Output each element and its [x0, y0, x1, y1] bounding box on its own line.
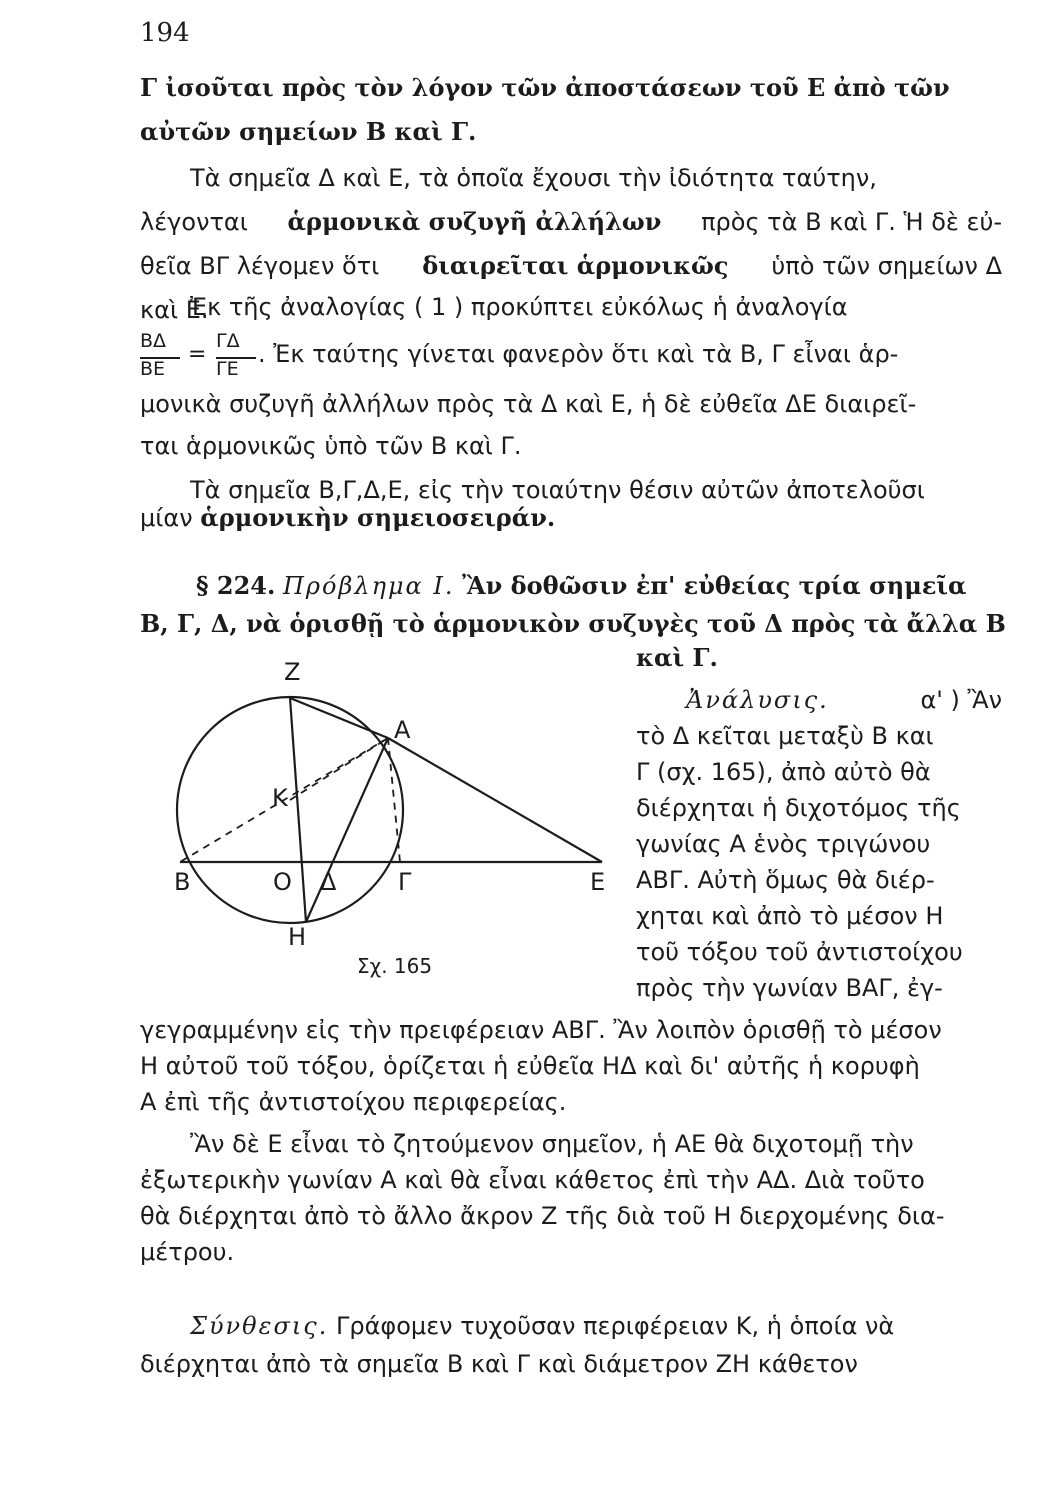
- analysis-line1: [686, 682, 1002, 718]
- line-ae: [388, 738, 602, 862]
- analysis-line4: διέρχηται ἡ διχοτόμος τῆς: [636, 794, 961, 822]
- para2-line2: [140, 204, 1002, 240]
- label-h: H: [288, 923, 307, 950]
- para2-line4: καὶ Ε.: [140, 296, 209, 324]
- para2-line3: [140, 248, 1002, 284]
- section-number: § 224.: [196, 571, 276, 600]
- figure-165: [160, 660, 630, 950]
- problem-line3: καὶ Γ.: [636, 643, 718, 672]
- analysis-wide-line3: Α ἐπὶ τῆς ἀντιστοίχου περιφερείας.: [140, 1088, 567, 1116]
- analysis-line7: χηται καὶ ἀπὸ τὸ μέσον Η: [636, 902, 944, 930]
- label-a: A: [394, 716, 411, 744]
- problem-line1: [196, 568, 1002, 604]
- para5-line1: Ἂν δὲ Ε εἶναι τὸ ζητούμενον σημεῖον, ἡ ΑΕ θὰ διχοτομῇ τὴν: [190, 1130, 914, 1158]
- problem-text1: Ἂν δοθῶσιν ἐπ' εὐθείας τρία σημεῖα: [462, 571, 967, 600]
- analysis-line3: Γ (σχ. 165), ἀπὸ αὐτὸ θὰ: [636, 758, 931, 786]
- synthesis-line1: [190, 1308, 1002, 1344]
- synthesis-title: Σύνθεσις.: [190, 1312, 329, 1340]
- line-ah: [306, 738, 388, 922]
- geometry-diagram: [160, 660, 630, 950]
- analysis-wide-line2: Η αὐτοῦ τοῦ τόξου, ὁρίζεται ἡ εὐθεῖα ΗΔ καὶ δι' αὐτῆς ἡ κορυφὴ: [140, 1052, 920, 1080]
- analysis-line9: πρὸς τὴν γωνίαν ΒΑΓ, ἐγ-: [636, 974, 943, 1002]
- para2-line2-c: πρὸς τὰ Β καὶ Γ. Ἡ δὲ εὐ-: [701, 208, 1002, 236]
- frac-numerator-2: ΓΔ: [216, 330, 240, 352]
- frac-denominator-2: ΓΕ: [216, 358, 239, 380]
- para2-line3-c: ὑπὸ τῶν σημείων Δ: [771, 252, 1002, 280]
- analysis-line8: τοῦ τόξου τοῦ ἀντιστοίχου: [636, 938, 963, 966]
- analysis-wide-line1: γεγραμμένην εἰς τὴν πρειφέρειαν ΑΒΓ. Ἂν λοιπὸν ὁρισθῇ τὸ μέσον: [140, 1016, 942, 1044]
- label-z: Z: [284, 660, 301, 686]
- para2-line2-a: λέγονται: [140, 208, 248, 236]
- frac-denominator-1: ΒΕ: [140, 358, 166, 380]
- label-e: E: [590, 868, 606, 896]
- figure-caption: Σχ. 165: [357, 954, 433, 978]
- para4-line1: Τὰ σημεῖα Β,Γ,Δ,Ε, εἰς τὴν τοιαύτην θέσιν αὐτῶν ἀποτελοῦσι: [190, 476, 925, 504]
- analysis-line2: τὸ Δ κεῖται μεταξὺ Β και: [636, 722, 934, 750]
- para3-line4: ται ἁρμονικῶς ὑπὸ τῶν Β καὶ Γ.: [140, 432, 522, 460]
- para1-line1: Γ ἰσοῦται πρὸς τὸν λόγον τῶν ἀποστάσεων τοῦ Ε ἀπὸ τῶν: [140, 73, 950, 102]
- line-ag-dashed: [388, 738, 400, 862]
- para4-line2-bold: ἁρμονικὴν σημειοσειράν.: [200, 503, 556, 532]
- para4-line2: [140, 500, 1002, 536]
- diameter-zh: [290, 698, 306, 922]
- analysis-title: Ἀνάλυσις.: [686, 686, 829, 714]
- page-number: 194: [140, 18, 190, 48]
- para5-line2: ἐξωτερικὴν γωνίαν Α καὶ θὰ εἶναι κάθετος ἐπὶ τὴν ΑΔ. Διὰ τοῦτο: [140, 1166, 925, 1194]
- para3-line3: μονικὰ συζυγῆ ἀλλήλων πρὸς τὰ Δ καὶ Ε, ἡ δὲ εὐθεῖα ΔΕ διαιρεῖ-: [140, 390, 917, 418]
- label-o: O: [273, 868, 292, 896]
- para2-line1: Τὰ σημεῖα Δ καὶ Ε, τὰ ὁποῖα ἔχουσι τὴν ἰδιότητα ταύτην,: [190, 164, 877, 192]
- para5-line4: μέτρου.: [140, 1238, 235, 1266]
- synthesis-line1-rest: Γράφομεν τυχοῦσαν περιφέρειαν Κ, ἡ ὁποία νὰ: [335, 1312, 895, 1340]
- para3-line2: . Ἐκ ταύτης γίνεται φανερὸν ὅτι καὶ τὰ Β, Γ εἶναι ἁρ-: [258, 340, 899, 368]
- label-gamma: Γ: [398, 868, 412, 896]
- para1-line2: αὐτῶν σημείων Β καὶ Γ.: [140, 117, 477, 146]
- fraction-equation: [140, 330, 270, 386]
- para5-line3: θὰ διέρχηται ἀπὸ τὸ ἄλλο ἄκρον Ζ τῆς διὰ τοῦ Η διερχομένης δια-: [140, 1202, 945, 1230]
- analysis-line6: ΑΒΓ. Αὐτὴ ὅμως θὰ διέρ-: [636, 866, 935, 894]
- line-za: [290, 698, 388, 738]
- synthesis-line2: διέρχηται ἀπὸ τὰ σημεῖα Β καὶ Γ καὶ διάμετρον ΖΗ κάθετον: [140, 1350, 858, 1378]
- para2-line3-bold: διαιρεῖται ἁρμονικῶς: [422, 251, 729, 280]
- para3-line1: Ἐκ τῆς ἀναλογίας ( 1 ) προκύπτει εὐκόλως ἡ ἀναλογία: [190, 293, 848, 321]
- frac-equals: =: [188, 342, 207, 367]
- para2-line2-bold: ἁρμονικὰ συζυγῆ ἀλλήλων: [287, 207, 662, 236]
- para4-line2-a: μίαν: [140, 504, 193, 532]
- label-k: K: [272, 784, 288, 812]
- problem-label: Πρόβλημα Ι.: [283, 572, 455, 600]
- para2-line3-a: θεῖα ΒΓ λέγομεν ὅτι: [140, 252, 380, 280]
- frac-numerator-1: ΒΔ: [140, 330, 167, 352]
- analysis-line5: γωνίας Α ἑνὸς τριγώνου: [636, 830, 931, 858]
- label-b: B: [174, 868, 191, 896]
- problem-line2: Β, Γ, Δ, νὰ ὁρισθῇ τὸ ἁρμονικὸν συζυγὲς τοῦ Δ πρὸς τὰ ἄλλα Β: [140, 609, 1006, 638]
- analysis-line1-rest: α' ) Ἂν: [920, 686, 1002, 714]
- label-delta: Δ: [320, 868, 337, 896]
